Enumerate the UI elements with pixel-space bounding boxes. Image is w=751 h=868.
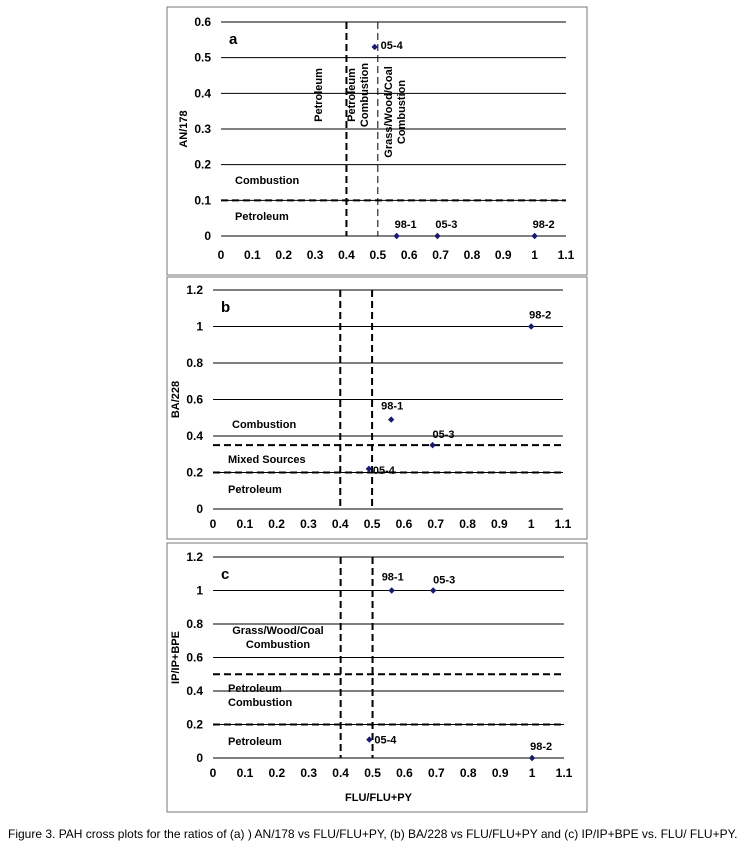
y-tick-label: 0 xyxy=(204,229,211,243)
x-tick-label: 1 xyxy=(531,248,538,262)
x-tick-label: 0 xyxy=(209,517,217,531)
y-tick-label: 0.3 xyxy=(194,122,211,136)
x-tick-label: 0.3 xyxy=(300,517,317,531)
x-tick-label: 0.1 xyxy=(236,766,254,780)
data-point-label: 05-3 xyxy=(433,574,456,587)
x-tick-label: 0.6 xyxy=(396,766,413,780)
y-tick-label: 0.4 xyxy=(186,429,203,443)
x-tick-label: 0.9 xyxy=(494,248,512,262)
y-tick-label: 1 xyxy=(196,319,203,334)
x-tick-label: 0.2 xyxy=(275,248,293,262)
x-tick-label: 0.6 xyxy=(395,517,413,531)
x-tick-label: 0.3 xyxy=(306,248,324,262)
y-tick-label: 0.8 xyxy=(186,617,203,631)
y-axis-title: AN/178 xyxy=(178,110,190,148)
y-tick-label: 0.2 xyxy=(186,717,203,732)
y-axis-title: BA/228 xyxy=(170,380,182,419)
data-point-label: 98-1 xyxy=(381,571,404,584)
region-label xyxy=(346,63,371,127)
x-tick-label: 1.1 xyxy=(557,248,575,262)
region-label-line: Grass/Wood/Coal xyxy=(383,66,395,158)
region-label xyxy=(228,484,282,496)
y-tick-label: 0.2 xyxy=(194,157,211,172)
y-tick-label: 0.6 xyxy=(194,15,211,29)
x-tick-label: 1.1 xyxy=(554,517,572,531)
region-label xyxy=(228,454,306,466)
y-tick-label: 0.6 xyxy=(186,392,203,407)
chart-panel-c xyxy=(167,543,587,812)
x-tick-label: 0.2 xyxy=(268,766,286,780)
x-tick-label: 0.9 xyxy=(491,766,509,780)
x-tick-label: 0.3 xyxy=(300,766,318,780)
region-label-line: Petroleum xyxy=(228,736,282,748)
x-tick-label: 0.1 xyxy=(244,248,261,262)
region-label-line: Combustion xyxy=(228,697,293,709)
x-tick-label: 0.8 xyxy=(463,248,481,262)
x-tick-label: 0 xyxy=(217,248,225,262)
region-label-line: Mixed Sources xyxy=(228,454,306,466)
y-tick-label: 1.2 xyxy=(186,283,203,297)
x-tick-label: 0.4 xyxy=(332,766,349,780)
y-tick-label: 0.6 xyxy=(186,650,203,665)
data-point-label: 98-1 xyxy=(381,400,404,413)
x-tick-label: 0.2 xyxy=(268,517,285,531)
x-tick-label: 0.5 xyxy=(369,248,387,262)
y-tick-label: 0.1 xyxy=(194,193,211,208)
data-point-label: 98-2 xyxy=(529,309,552,322)
data-point-label: 05-4 xyxy=(372,464,395,477)
x-tick-label: 0.4 xyxy=(331,517,349,531)
x-tick-label: 0.1 xyxy=(236,517,254,531)
region-label xyxy=(228,736,282,748)
x-tick-label: 0.5 xyxy=(363,517,381,531)
region-label-line: Petroleum xyxy=(228,683,282,695)
data-point-label: 05-3 xyxy=(435,219,458,231)
y-tick-label: 1.2 xyxy=(186,550,203,564)
x-tick-label: 0.9 xyxy=(491,517,508,531)
x-tick-label: 1 xyxy=(527,517,535,531)
region-label-line: Petroleum xyxy=(313,68,325,122)
figure-caption: Figure 3. PAH cross plots for the ratios of (a) ) AN/178 vs FLU/FLU+PY, (b) BA/228 vs FLU/FLU+PY and (c) IP/IP+BPE vs. FLU/ FLU+PY. xyxy=(8,827,738,841)
x-tick-label: 0.8 xyxy=(459,766,477,780)
panel-frame xyxy=(167,277,587,539)
x-tick-label: 0.7 xyxy=(427,517,445,531)
data-point-label: 05-4 xyxy=(380,39,403,52)
data-point-label: 98-1 xyxy=(394,219,417,231)
x-tick-label: 0.8 xyxy=(459,517,476,531)
region-label xyxy=(232,419,296,431)
data-point-label: 05-3 xyxy=(432,429,455,442)
x-tick-label: 0.6 xyxy=(400,248,418,262)
y-tick-label: 1 xyxy=(196,583,203,598)
region-label-line: Combustion xyxy=(396,79,408,145)
data-point-label: 05-4 xyxy=(374,734,397,747)
y-tick-label: 0.2 xyxy=(186,465,203,480)
data-point-label: 98-2 xyxy=(532,219,555,231)
region-label-line: Grass/Wood/Coal xyxy=(232,625,324,637)
panel-letter: c xyxy=(221,566,230,583)
chart-panel-b xyxy=(167,277,587,539)
y-tick-label: 0 xyxy=(196,751,203,765)
region-label-line: Petroleum xyxy=(235,211,289,223)
region-label xyxy=(383,66,408,157)
region-label xyxy=(313,68,325,122)
region-label-line: Combustion xyxy=(235,175,300,187)
region-label xyxy=(235,211,289,223)
data-point-label: 98-2 xyxy=(530,741,553,753)
x-tick-label: 0.4 xyxy=(338,248,355,262)
x-tick-label: 0 xyxy=(209,766,217,780)
panel-letter: a xyxy=(229,31,238,48)
chart-panel-a xyxy=(167,7,587,275)
region-label-line: Petroleum xyxy=(346,68,358,122)
x-tick-label: 1.1 xyxy=(555,766,573,780)
panel-letter: b xyxy=(221,299,231,316)
y-tick-label: 0 xyxy=(196,502,203,516)
x-tick-label: 0.7 xyxy=(432,248,449,262)
region-label-line: Combustion xyxy=(245,639,311,651)
y-tick-label: 0.5 xyxy=(194,50,211,65)
region-label-line: Combustion xyxy=(232,419,297,431)
y-tick-label: 0.4 xyxy=(186,684,203,698)
x-tick-label: 1 xyxy=(528,766,536,780)
y-tick-label: 0.4 xyxy=(194,86,211,101)
y-tick-label: 0.8 xyxy=(186,356,203,370)
x-tick-label: 0.7 xyxy=(428,766,445,780)
region-label-line: Petroleum xyxy=(228,484,282,496)
region-label-line: Combustion xyxy=(359,62,371,128)
y-axis-title: IP/IP+BPE xyxy=(170,631,182,684)
region-label xyxy=(235,175,299,187)
x-axis-title: FLU/FLU+PY xyxy=(345,792,412,804)
x-tick-label: 0.5 xyxy=(364,766,381,780)
